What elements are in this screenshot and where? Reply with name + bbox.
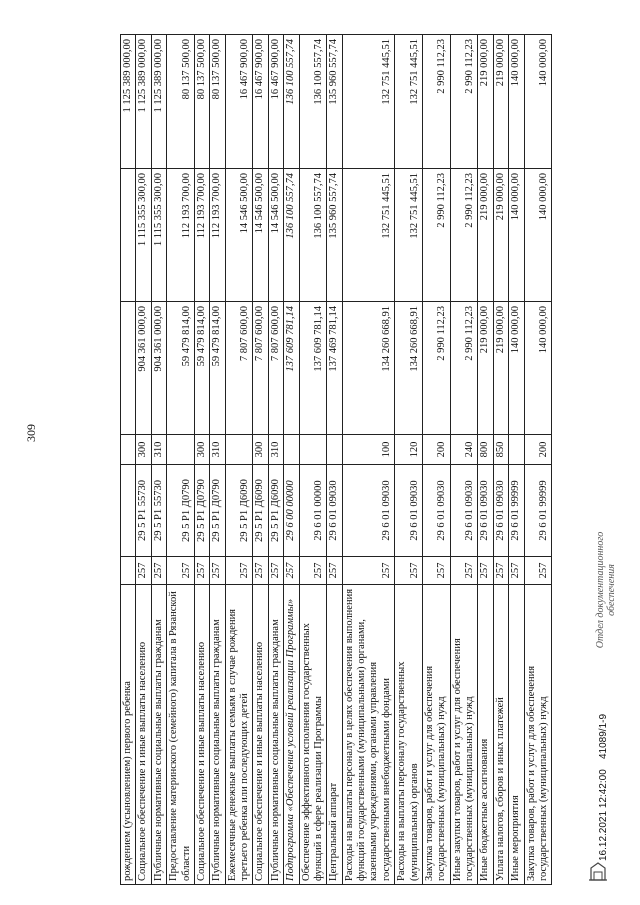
row-ministry-code: 257	[395, 557, 423, 585]
department-stamp	[595, 490, 617, 690]
row-target-code: 29 5 Р1 Д6090	[253, 465, 268, 557]
row-amount-2022: 135 960 557,74	[327, 169, 342, 302]
page-number: 309	[24, 424, 38, 442]
row-amount-2021: 2 990 112,23	[422, 302, 450, 435]
row-amount-2022: 112 193 700,00	[210, 169, 225, 302]
row-ministry-code: 257	[422, 557, 450, 585]
row-amount-2022: 14 546 500,00	[225, 169, 253, 302]
table-row	[450, 35, 478, 885]
row-ministry-code: 257	[268, 557, 283, 585]
row-ministry-code: 257	[167, 557, 195, 585]
row-expense-type: 240	[450, 435, 478, 465]
row-amount-2023: 219 000,00	[478, 35, 493, 169]
row-name: Обеспечение эффективного исполнения государственных функций в сфере реализации Программы	[299, 585, 327, 885]
table-row	[136, 35, 151, 885]
row-expense-type	[509, 435, 524, 465]
row-amount-2022: 14 546 500,00	[253, 169, 268, 302]
row-ministry-code: 257	[194, 557, 209, 585]
row-amount-2022: 112 193 700,00	[167, 169, 195, 302]
row-name: Расходы на выплаты персоналу в целях обеспечения выполнения функций государственными (муниципальными) органами, казенными учреждениями, органами управления государственными внебюджетными фондами	[342, 585, 395, 885]
row-ministry-code	[121, 557, 136, 585]
row-name: Иные закупки товаров, работ и услуг для обеспечения государственных (муниципальных) нужд	[450, 585, 478, 885]
registry-logo-icon	[588, 860, 608, 882]
row-amount-2021: 59 479 814,00	[210, 302, 225, 435]
row-name: Подпрограмма «Обеспечение условий реализации Программы»	[284, 585, 299, 885]
row-amount-2022: 136 100 557,74	[299, 169, 327, 302]
row-target-code: 29 5 Р1 Д6090	[225, 465, 253, 557]
row-target-code: 29 5 Р1 Д0790	[167, 465, 195, 557]
row-amount-2021: 219 000,00	[493, 302, 508, 435]
row-expense-type	[284, 435, 299, 465]
row-amount-2022: 132 751 445,51	[395, 169, 423, 302]
row-amount-2021: 59 479 814,00	[194, 302, 209, 435]
table-row	[210, 35, 225, 885]
footer-doc-id: 41089/1-9	[598, 713, 609, 759]
row-target-code: 29 6 01 09030	[450, 465, 478, 557]
row-amount-2021: 137 609 781,14	[299, 302, 327, 435]
row-amount-2022: 136 100 557,74	[284, 169, 299, 302]
row-amount-2023: 80 137 500,00	[210, 35, 225, 169]
table-row	[299, 35, 327, 885]
row-name: Ежемесячные денежные выплаты семьям в случае рождения третьего ребенка или последующих детей	[225, 585, 253, 885]
row-amount-2021: 140 000,00	[524, 302, 552, 435]
budget-table	[120, 34, 552, 885]
stamp-line-2: обеспечения	[606, 564, 617, 616]
row-target-code: 29 6 01 00000	[299, 465, 327, 557]
table-row	[121, 35, 136, 885]
row-amount-2023: 140 000,00	[524, 35, 552, 169]
row-amount-2021	[121, 302, 136, 435]
row-expense-type: 300	[253, 435, 268, 465]
table-row	[342, 35, 395, 885]
row-name: Закупка товаров, работ и услуг для обеспечения государственных (муниципальных) нужд	[524, 585, 552, 885]
row-expense-type: 120	[395, 435, 423, 465]
row-amount-2023: 80 137 500,00	[194, 35, 209, 169]
stamp-line-1: Отдел документационного	[595, 531, 606, 649]
row-ministry-code: 257	[151, 557, 166, 585]
row-ministry-code: 257	[342, 557, 395, 585]
row-amount-2021: 7 807 600,00	[268, 302, 283, 435]
row-amount-2022	[121, 169, 136, 302]
row-expense-type: 100	[342, 435, 395, 465]
table-row	[524, 35, 552, 885]
row-amount-2023: 2 990 112,23	[450, 35, 478, 169]
row-target-code: 29 5 Р1 Д0790	[194, 465, 209, 557]
row-amount-2023: 1 125 389 000,00	[151, 35, 166, 169]
row-amount-2023: 2 990 112,23	[422, 35, 450, 169]
row-name: Публичные нормативные социальные выплаты гражданам	[210, 585, 225, 885]
row-target-code: 29 6 00 00000	[284, 465, 299, 557]
row-expense-type: 800	[478, 435, 493, 465]
row-amount-2022: 2 990 112,23	[422, 169, 450, 302]
table-row	[194, 35, 209, 885]
row-expense-type	[299, 435, 327, 465]
row-name: Иные мероприятия	[509, 585, 524, 885]
table-row	[253, 35, 268, 885]
row-target-code: 29 5 Р1 Д6090	[268, 465, 283, 557]
row-amount-2023: 16 467 900,00	[225, 35, 253, 169]
row-target-code: 29 6 01 09030	[478, 465, 493, 557]
row-ministry-code: 257	[136, 557, 151, 585]
table-row	[509, 35, 524, 885]
rotated-table-container	[120, 35, 590, 885]
footer-datetime: 16.12.2021 12:42:00	[598, 769, 609, 861]
row-target-code: 29 6 01 09030	[342, 465, 395, 557]
row-target-code: 29 6 01 09030	[395, 465, 423, 557]
row-target-code: 29 6 01 09030	[422, 465, 450, 557]
row-amount-2022: 219 000,00	[478, 169, 493, 302]
table-row	[493, 35, 508, 885]
table-row	[225, 35, 253, 885]
row-amount-2022: 140 000,00	[524, 169, 552, 302]
row-amount-2023: 1 125 389 000,00	[121, 35, 136, 169]
row-amount-2021: 7 807 600,00	[225, 302, 253, 435]
row-amount-2021: 2 990 112,23	[450, 302, 478, 435]
row-ministry-code: 257	[327, 557, 342, 585]
row-expense-type: 300	[194, 435, 209, 465]
row-expense-type: 850	[493, 435, 508, 465]
row-name: Социальное обеспечение и иные выплаты населению	[194, 585, 209, 885]
row-expense-type: 200	[422, 435, 450, 465]
row-amount-2022: 132 751 445,51	[342, 169, 395, 302]
row-expense-type: 300	[136, 435, 151, 465]
row-target-code: 29 5 Р1 55730	[136, 465, 151, 557]
table-row	[284, 35, 299, 885]
row-target-code: 29 6 01 99999	[524, 465, 552, 557]
row-name: Социальное обеспечение и иные выплаты населению	[136, 585, 151, 885]
row-amount-2021: 140 000,00	[509, 302, 524, 435]
row-name: Публичные нормативные социальные выплаты гражданам	[151, 585, 166, 885]
row-name: Центральный аппарат	[327, 585, 342, 885]
table-row	[327, 35, 342, 885]
row-name: Закупка товаров, работ и услуг для обеспечения государственных (муниципальных) нужд	[422, 585, 450, 885]
row-ministry-code: 257	[493, 557, 508, 585]
row-amount-2023: 1 125 389 000,00	[136, 35, 151, 169]
row-amount-2023: 16 467 900,00	[268, 35, 283, 169]
row-target-code: 29 5 Р1 Д0790	[210, 465, 225, 557]
row-expense-type: 310	[210, 435, 225, 465]
row-expense-type: 200	[524, 435, 552, 465]
row-amount-2022: 219 000,00	[493, 169, 508, 302]
row-amount-2022: 1 115 355 300,00	[151, 169, 166, 302]
row-amount-2021: 137 609 781,14	[284, 302, 299, 435]
row-amount-2023: 132 751 445,51	[342, 35, 395, 169]
row-target-code: 29 6 01 09030	[327, 465, 342, 557]
row-name: Социальное обеспечение и иные выплаты населению	[253, 585, 268, 885]
row-name: Предоставление материнского (семейного) капитала в Рязанской области	[167, 585, 195, 885]
budget-table-body	[121, 35, 552, 885]
table-row	[167, 35, 195, 885]
row-amount-2021: 134 260 668,91	[342, 302, 395, 435]
row-amount-2021: 137 469 781,14	[327, 302, 342, 435]
row-amount-2023: 136 100 557,74	[284, 35, 299, 169]
row-expense-type: 310	[151, 435, 166, 465]
row-name: Уплата налогов, сборов и иных платежей	[493, 585, 508, 885]
table-row	[478, 35, 493, 885]
row-expense-type	[225, 435, 253, 465]
row-ministry-code: 257	[524, 557, 552, 585]
row-amount-2023: 140 000,00	[509, 35, 524, 169]
row-amount-2023: 16 467 900,00	[253, 35, 268, 169]
row-amount-2022: 14 546 500,00	[268, 169, 283, 302]
row-ministry-code: 257	[284, 557, 299, 585]
row-amount-2023: 80 137 500,00	[167, 35, 195, 169]
row-target-code: 29 6 01 99999	[509, 465, 524, 557]
row-amount-2021: 904 361 000,00	[151, 302, 166, 435]
table-row	[422, 35, 450, 885]
row-amount-2023: 219 000,00	[493, 35, 508, 169]
row-ministry-code: 257	[478, 557, 493, 585]
row-amount-2021: 904 361 000,00	[136, 302, 151, 435]
row-amount-2022: 1 115 355 300,00	[136, 169, 151, 302]
row-amount-2021: 134 260 668,91	[395, 302, 423, 435]
row-ministry-code: 257	[299, 557, 327, 585]
row-name: Иные бюджетные ассигнования	[478, 585, 493, 885]
row-ministry-code: 257	[225, 557, 253, 585]
row-amount-2021: 219 000,00	[478, 302, 493, 435]
row-amount-2023: 135 960 557,74	[327, 35, 342, 169]
row-expense-type: 310	[268, 435, 283, 465]
row-amount-2022: 112 193 700,00	[194, 169, 209, 302]
table-row	[395, 35, 423, 885]
table-row	[268, 35, 283, 885]
row-amount-2021: 7 807 600,00	[253, 302, 268, 435]
row-expense-type	[167, 435, 195, 465]
row-ministry-code: 257	[509, 557, 524, 585]
row-ministry-code: 257	[210, 557, 225, 585]
row-expense-type	[327, 435, 342, 465]
row-target-code: 29 6 01 09030	[493, 465, 508, 557]
row-name: Публичные нормативные социальные выплаты гражданам	[268, 585, 283, 885]
row-expense-type	[121, 435, 136, 465]
row-ministry-code: 257	[450, 557, 478, 585]
row-amount-2022: 2 990 112,23	[450, 169, 478, 302]
row-target-code: 29 5 Р1 55730	[151, 465, 166, 557]
row-amount-2023: 136 100 557,74	[299, 35, 327, 169]
row-amount-2022: 140 000,00	[509, 169, 524, 302]
row-amount-2023: 132 751 445,51	[395, 35, 423, 169]
row-target-code	[121, 465, 136, 557]
row-amount-2021: 59 479 814,00	[167, 302, 195, 435]
row-ministry-code: 257	[253, 557, 268, 585]
table-row	[151, 35, 166, 885]
row-name: Расходы на выплаты персоналу государственных (муниципальных) органов	[395, 585, 423, 885]
row-name: рождением (усыновлением) первого ребенка	[121, 585, 136, 885]
